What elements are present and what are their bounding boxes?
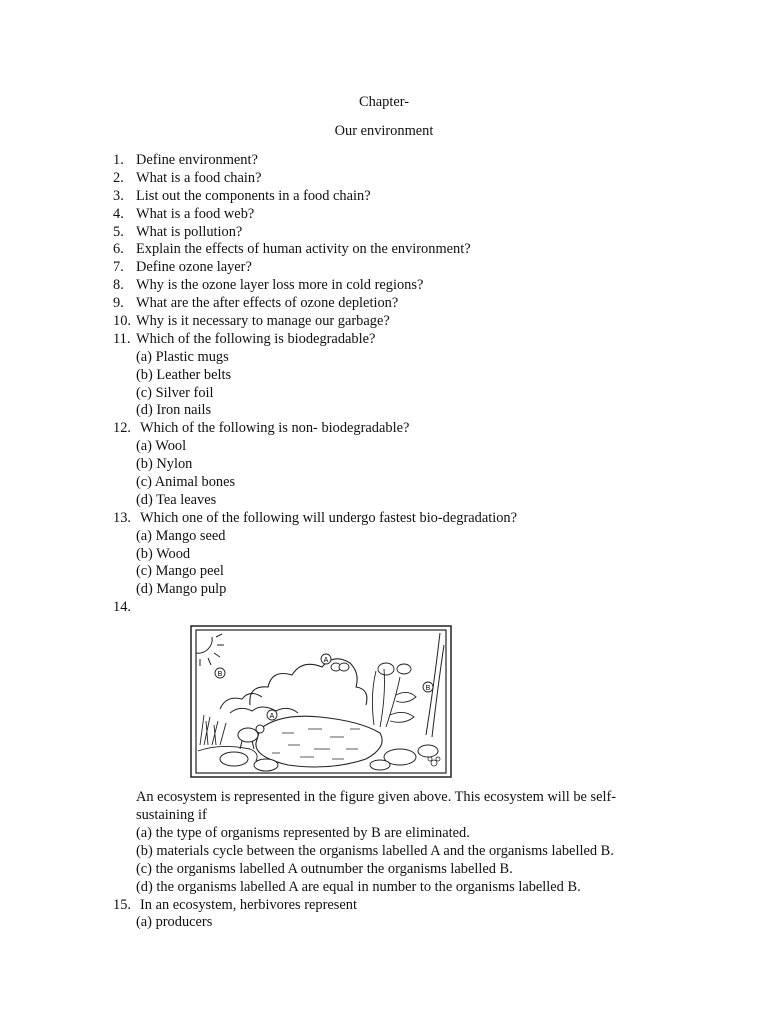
question-text: What is a food web? bbox=[136, 205, 255, 222]
question-item bbox=[0, 152, 768, 170]
option-text: (d) the organisms labelled A are equal in number to the organisms labelled B. bbox=[136, 878, 581, 895]
svg-text:A: A bbox=[269, 713, 275, 721]
question-text: Define environment? bbox=[136, 152, 258, 168]
question-number: 7. bbox=[113, 259, 124, 276]
option-text: (c) Silver foil bbox=[136, 384, 214, 401]
question-number: 1. bbox=[113, 152, 124, 168]
answer-option bbox=[0, 563, 768, 581]
question-number: 9. bbox=[113, 295, 124, 312]
ecosystem-figure-container bbox=[0, 617, 768, 789]
answer-option bbox=[0, 474, 768, 492]
option-text: (b) Nylon bbox=[136, 456, 193, 473]
question-number: 5. bbox=[113, 223, 124, 240]
question-item bbox=[0, 259, 768, 277]
option-text: (a) Plastic mugs bbox=[136, 348, 229, 365]
answer-option bbox=[0, 367, 768, 385]
question-number: 12. bbox=[113, 420, 131, 437]
question-number: 13. bbox=[113, 509, 131, 526]
question-item bbox=[0, 295, 768, 313]
question-text: Why is it necessary to manage our garbage? bbox=[136, 313, 390, 330]
answer-option bbox=[0, 349, 768, 367]
option-text: (a) Wool bbox=[136, 438, 187, 455]
answer-option bbox=[0, 456, 768, 474]
question-item bbox=[0, 206, 768, 224]
option-text: (b) materials cycle between the organisms labelled A and the organisms labelled B. bbox=[136, 842, 614, 859]
question-list bbox=[0, 152, 768, 932]
question-number: 4. bbox=[113, 205, 124, 222]
question-text: What is a food chain? bbox=[136, 169, 262, 186]
option-text: (c) Animal bones bbox=[136, 474, 236, 491]
answer-option bbox=[0, 914, 768, 932]
chapter-heading: Chapter- bbox=[358, 94, 410, 110]
label-a-top bbox=[321, 654, 331, 664]
question-number: 10. bbox=[113, 313, 131, 330]
question-number: 6. bbox=[113, 241, 124, 258]
question-text: Which one of the following will undergo fastest bio-degradation? bbox=[140, 509, 517, 526]
answer-option bbox=[0, 385, 768, 403]
answer-option bbox=[0, 861, 768, 879]
answer-option bbox=[0, 402, 768, 420]
question-number: 2. bbox=[113, 169, 124, 186]
option-text: (d) Iron nails bbox=[136, 402, 212, 419]
option-text: (a) producers bbox=[136, 914, 213, 931]
question-item bbox=[0, 897, 768, 915]
svg-text:A: A bbox=[323, 657, 329, 665]
question-text: List out the components in a food chain? bbox=[136, 187, 371, 204]
question-item bbox=[0, 420, 768, 438]
question-item bbox=[0, 599, 768, 617]
svg-text:B: B bbox=[217, 671, 223, 679]
question-text: In an ecosystem, herbivores represent bbox=[140, 896, 357, 913]
label-b-top-left bbox=[215, 668, 225, 678]
question-number: 11. bbox=[113, 330, 131, 347]
answer-option bbox=[0, 825, 768, 843]
question-text: Which of the following is non- biodegradable? bbox=[140, 420, 410, 437]
question-item bbox=[0, 277, 768, 295]
answer-option bbox=[0, 581, 768, 599]
option-text: (d) Tea leaves bbox=[136, 491, 217, 508]
answer-option bbox=[0, 492, 768, 510]
question-item bbox=[0, 313, 768, 331]
question-item bbox=[0, 188, 768, 206]
option-text: (b) Leather belts bbox=[136, 366, 232, 383]
question-number: 8. bbox=[113, 277, 124, 294]
ecosystem-figure bbox=[190, 625, 452, 778]
chapter-title: Our environment bbox=[334, 123, 434, 139]
question-item bbox=[0, 241, 768, 259]
question-paragraph: An ecosystem is represented in the figure given above. This ecosystem will be self-sustaining if bbox=[136, 789, 617, 824]
question-text: Explain the effects of human activity on the environment? bbox=[136, 241, 471, 258]
label-a-left bbox=[267, 710, 277, 720]
question-text: Which of the following is biodegradable? bbox=[136, 330, 376, 347]
question-number: 14. bbox=[113, 599, 131, 616]
question-item bbox=[0, 224, 768, 242]
question-item bbox=[0, 331, 768, 349]
option-text: (b) Wood bbox=[136, 545, 191, 562]
answer-option bbox=[0, 528, 768, 546]
option-text: (a) the type of organisms represented by B are eliminated. bbox=[136, 824, 470, 841]
question-text: Define ozone layer? bbox=[136, 259, 252, 276]
question-item bbox=[0, 170, 768, 188]
question-number: 15. bbox=[113, 896, 131, 913]
svg-text:B: B bbox=[425, 685, 431, 693]
question-item bbox=[0, 510, 768, 528]
option-text: (c) Mango peel bbox=[136, 563, 224, 580]
answer-option bbox=[0, 546, 768, 564]
label-b-right bbox=[423, 682, 433, 692]
option-text: (a) Mango seed bbox=[136, 527, 226, 544]
option-text: (c) the organisms labelled A outnumber the organisms labelled B. bbox=[136, 860, 513, 877]
option-text: (d) Mango pulp bbox=[136, 581, 227, 598]
butterfly-icon bbox=[331, 663, 349, 671]
question-text: Why is the ozone layer loss more in cold regions? bbox=[136, 277, 424, 294]
question-number: 3. bbox=[113, 187, 124, 204]
answer-option bbox=[0, 438, 768, 456]
question-text: What are the after effects of ozone depletion? bbox=[136, 295, 399, 312]
answer-option bbox=[0, 879, 768, 897]
answer-option bbox=[0, 843, 768, 861]
question-text: What is pollution? bbox=[136, 223, 243, 240]
